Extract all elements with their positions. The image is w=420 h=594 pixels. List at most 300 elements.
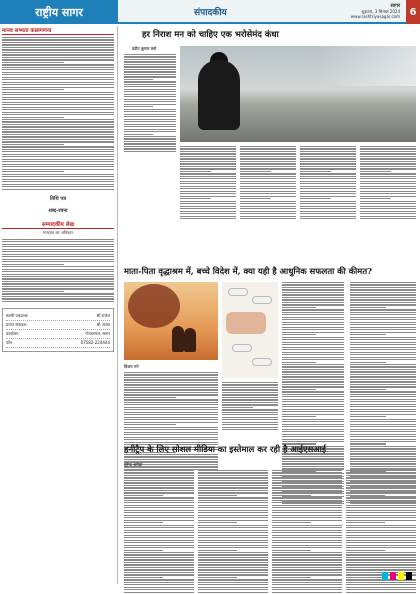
text-line	[222, 424, 278, 425]
editorial-text	[2, 239, 114, 302]
text-line	[2, 164, 114, 165]
text-line	[272, 525, 342, 526]
text-line	[2, 244, 114, 245]
text-line	[180, 178, 236, 179]
text-line	[198, 567, 268, 568]
text-line	[222, 412, 278, 413]
article-1-col-5	[360, 146, 416, 219]
text-line	[350, 347, 416, 348]
text-line	[300, 153, 356, 154]
text-line	[180, 213, 236, 214]
article-3-headline: हनीट्रैप के लिए सोशल मीडिया का इस्तेमाल कर रही है आईएसआई	[124, 444, 326, 454]
article-2-photo-pills	[222, 282, 278, 378]
text-line	[272, 545, 342, 546]
text-line	[198, 579, 268, 580]
text-line	[360, 186, 416, 187]
text-line	[282, 391, 344, 392]
text-line	[222, 429, 278, 430]
text-line	[346, 530, 416, 531]
text-line	[350, 458, 416, 459]
article-1-col-1	[124, 54, 176, 152]
text-line	[198, 502, 268, 503]
text-line	[350, 317, 416, 318]
text-line	[124, 487, 194, 488]
text-line	[282, 347, 344, 348]
text-line	[346, 540, 416, 541]
imprint-line: फोन 07582-224444	[6, 339, 110, 348]
text-line	[2, 186, 114, 187]
text-line	[360, 218, 416, 219]
text-line	[300, 146, 356, 147]
text-line	[124, 397, 176, 398]
text-line	[346, 550, 385, 551]
text-line	[2, 169, 114, 170]
text-line	[282, 401, 344, 402]
text-line	[240, 153, 296, 154]
text-line	[124, 564, 194, 565]
text-line	[272, 527, 342, 528]
left-column-text	[2, 37, 114, 190]
text-line	[240, 203, 296, 204]
photo-pill	[228, 288, 248, 296]
text-line	[360, 183, 416, 184]
text-line	[282, 376, 344, 377]
text-line	[2, 259, 114, 260]
text-line	[346, 522, 385, 523]
text-line	[272, 572, 342, 573]
text-line	[350, 466, 416, 467]
text-line	[222, 384, 278, 385]
text-line	[346, 577, 385, 578]
text-line	[240, 171, 271, 172]
text-line	[124, 81, 176, 82]
imprint-line: प्रधान संपादक श्री अजय	[6, 321, 110, 330]
text-line	[124, 136, 176, 137]
text-line	[300, 213, 356, 214]
text-line	[282, 409, 344, 410]
text-line	[282, 322, 344, 323]
text-line	[180, 218, 236, 219]
text-line	[2, 62, 64, 63]
text-line	[346, 520, 416, 521]
text-line	[240, 151, 296, 152]
text-line	[272, 502, 342, 503]
text-line	[2, 146, 114, 147]
text-line	[240, 183, 296, 184]
text-line	[282, 312, 344, 313]
text-line	[180, 168, 236, 169]
text-line	[282, 419, 344, 420]
text-line	[240, 166, 296, 167]
text-line	[2, 114, 114, 115]
text-line	[350, 371, 416, 372]
text-line	[350, 329, 416, 330]
photo-pill	[252, 296, 272, 304]
text-line	[282, 297, 344, 298]
text-line	[346, 505, 416, 506]
text-line	[282, 439, 344, 440]
text-line	[124, 96, 176, 97]
text-line	[350, 327, 416, 328]
text-line	[198, 592, 268, 593]
text-line	[360, 151, 416, 152]
text-line	[2, 264, 64, 265]
text-line	[272, 477, 342, 478]
text-line	[198, 507, 268, 508]
text-line	[282, 304, 344, 305]
text-line	[2, 79, 114, 80]
text-line	[180, 171, 211, 172]
text-line	[350, 332, 416, 333]
text-line	[180, 146, 236, 147]
text-line	[300, 178, 356, 179]
text-line	[198, 557, 268, 558]
text-line	[300, 161, 356, 162]
text-line	[350, 304, 416, 305]
text-line	[282, 366, 344, 367]
text-line	[350, 436, 416, 437]
text-line	[198, 550, 237, 551]
text-line	[272, 535, 342, 536]
text-line	[282, 414, 344, 415]
text-line	[198, 562, 268, 563]
text-line	[282, 324, 344, 325]
masthead-website: www.rashtriyasagar.com	[350, 13, 400, 19]
article-2-col-1	[124, 372, 218, 470]
text-line	[180, 201, 236, 202]
text-line	[180, 193, 236, 194]
text-line	[282, 334, 316, 335]
text-line	[198, 515, 268, 516]
text-line	[360, 163, 416, 164]
text-line	[198, 540, 268, 541]
text-line	[240, 213, 296, 214]
text-line	[124, 530, 194, 531]
text-line	[198, 477, 268, 478]
text-line	[350, 309, 416, 310]
article-1-col-4	[300, 146, 356, 219]
text-line	[272, 500, 342, 501]
text-line	[2, 159, 114, 160]
text-line	[2, 246, 114, 247]
text-line	[350, 389, 386, 390]
text-line	[350, 349, 416, 350]
text-line	[272, 592, 342, 593]
text-line	[300, 171, 331, 172]
text-line	[180, 186, 236, 187]
text-line	[124, 497, 194, 498]
text-line	[124, 126, 176, 127]
text-line	[222, 397, 278, 398]
text-line	[272, 554, 342, 555]
text-line	[2, 126, 114, 127]
text-line	[300, 173, 356, 174]
text-line	[346, 527, 416, 528]
text-line	[180, 208, 236, 209]
text-line	[180, 206, 236, 207]
text-line	[124, 442, 218, 443]
text-line	[2, 301, 114, 302]
text-line	[2, 296, 114, 297]
text-line	[198, 495, 237, 496]
text-line	[2, 249, 114, 250]
text-line	[350, 322, 416, 323]
imprint-line: स्वामी प्रकाशक श्री राजेश	[6, 312, 110, 321]
text-line	[198, 487, 268, 488]
text-line	[222, 407, 253, 408]
text-line	[2, 288, 114, 289]
text-line	[346, 592, 416, 593]
text-line	[198, 545, 268, 546]
text-line	[282, 399, 344, 400]
article-3-col-2	[198, 470, 268, 594]
text-line	[2, 141, 114, 142]
text-line	[124, 124, 176, 125]
text-line	[350, 369, 416, 370]
text-line	[2, 134, 114, 135]
text-line	[272, 564, 342, 565]
text-line	[124, 522, 163, 523]
text-line	[300, 168, 356, 169]
text-line	[124, 86, 176, 87]
article-2-photo-elderly-couple	[124, 282, 218, 360]
text-line	[360, 158, 416, 159]
text-line	[198, 480, 268, 481]
text-line	[350, 409, 416, 410]
text-line	[198, 569, 268, 570]
text-line	[198, 559, 268, 560]
text-line	[2, 54, 114, 55]
text-line	[350, 426, 416, 427]
text-line	[198, 527, 268, 528]
article-2-byline: विजय गर्ग	[124, 364, 139, 369]
text-line	[282, 404, 344, 405]
text-line	[272, 522, 311, 523]
text-line	[346, 475, 416, 476]
text-line	[350, 284, 416, 285]
text-line	[272, 492, 342, 493]
text-line	[300, 208, 356, 209]
photo-pill	[232, 344, 252, 352]
text-line	[124, 424, 176, 425]
text-line	[282, 369, 344, 370]
text-line	[272, 532, 342, 533]
text-line	[272, 485, 342, 486]
text-line	[300, 206, 356, 207]
text-line	[272, 537, 342, 538]
text-line	[124, 550, 163, 551]
text-line	[124, 74, 176, 75]
text-line	[282, 386, 344, 387]
text-line	[2, 109, 114, 110]
text-line	[2, 37, 114, 38]
text-line	[350, 411, 416, 412]
masthead-section-bar	[118, 0, 406, 24]
article-3-col-3	[272, 470, 342, 594]
text-line	[124, 502, 194, 503]
text-line	[272, 530, 342, 531]
cmyk-yellow	[398, 572, 404, 580]
text-line	[124, 389, 218, 390]
text-line	[198, 485, 268, 486]
text-line	[124, 116, 176, 117]
text-line	[350, 342, 416, 343]
text-line	[180, 183, 236, 184]
text-line	[124, 542, 194, 543]
text-line	[198, 517, 268, 518]
text-line	[282, 436, 344, 437]
text-line	[124, 138, 176, 139]
text-line	[350, 359, 416, 360]
text-line	[2, 286, 114, 287]
text-line	[180, 191, 236, 192]
text-line	[300, 201, 356, 202]
text-line	[360, 193, 416, 194]
text-line	[240, 191, 296, 192]
text-line	[300, 211, 356, 212]
text-line	[360, 171, 391, 172]
text-line	[124, 104, 176, 105]
text-line	[2, 254, 114, 255]
text-line	[272, 584, 342, 585]
text-line	[2, 77, 114, 78]
text-line	[350, 416, 386, 417]
text-line	[282, 352, 344, 353]
text-line	[198, 577, 237, 578]
text-line	[272, 540, 342, 541]
text-line	[240, 193, 296, 194]
text-line	[346, 542, 416, 543]
text-line	[2, 64, 114, 65]
text-line	[350, 441, 416, 442]
text-line	[198, 582, 268, 583]
text-line	[2, 161, 114, 162]
text-line	[124, 111, 176, 112]
text-line	[350, 386, 416, 387]
text-line	[198, 584, 268, 585]
text-line	[198, 525, 268, 526]
text-line	[180, 211, 236, 212]
text-line	[124, 429, 218, 430]
text-line	[124, 114, 176, 115]
text-line	[124, 515, 194, 516]
text-line	[346, 507, 416, 508]
text-line	[124, 66, 176, 67]
text-line	[2, 89, 64, 90]
text-line	[124, 377, 218, 378]
text-line	[124, 505, 194, 506]
photo-person-1	[172, 326, 184, 352]
text-line	[198, 542, 268, 543]
text-line	[2, 174, 114, 175]
text-line	[350, 424, 416, 425]
text-line	[180, 176, 236, 177]
text-line	[282, 289, 344, 290]
text-line	[124, 540, 194, 541]
text-line	[198, 472, 268, 473]
text-line	[2, 82, 114, 83]
text-line	[360, 208, 416, 209]
text-line	[124, 587, 194, 588]
text-line	[124, 402, 218, 403]
article-1-photo	[180, 46, 416, 142]
text-line	[282, 429, 344, 430]
text-line	[300, 158, 356, 159]
text-line	[272, 569, 342, 570]
text-line	[124, 547, 194, 548]
text-line	[222, 402, 278, 403]
text-line	[350, 294, 416, 295]
text-line	[282, 314, 344, 315]
text-line	[124, 517, 194, 518]
text-line	[2, 84, 114, 85]
text-line	[2, 92, 114, 93]
text-line	[124, 537, 194, 538]
text-line	[198, 587, 268, 588]
text-line	[124, 432, 218, 433]
text-line	[124, 525, 194, 526]
text-line	[198, 490, 268, 491]
text-line	[272, 520, 342, 521]
masthead-dateline-block	[351, 4, 400, 19]
text-line	[272, 559, 342, 560]
text-line	[282, 309, 344, 310]
text-line	[240, 148, 296, 149]
text-line	[2, 251, 114, 252]
text-line	[2, 189, 114, 190]
text-line	[272, 515, 342, 516]
text-line	[272, 582, 342, 583]
text-line	[124, 84, 176, 85]
text-line	[282, 302, 344, 303]
text-line	[282, 379, 344, 380]
text-line	[240, 188, 296, 189]
text-line	[222, 414, 278, 415]
text-line	[350, 312, 416, 313]
text-line	[360, 148, 416, 149]
text-line	[240, 201, 296, 202]
text-line	[198, 482, 268, 483]
text-line	[124, 545, 194, 546]
text-line	[240, 211, 296, 212]
text-line	[198, 530, 268, 531]
article-1-col-3	[240, 146, 296, 219]
text-line	[346, 582, 416, 583]
text-line	[198, 470, 268, 471]
text-line	[222, 427, 278, 428]
text-line	[282, 421, 344, 422]
text-line	[124, 94, 176, 95]
text-line	[350, 344, 416, 345]
text-line	[124, 54, 176, 55]
text-line	[124, 422, 218, 423]
text-line	[124, 141, 176, 142]
text-line	[272, 550, 311, 551]
text-line	[124, 482, 194, 483]
text-line	[350, 381, 416, 382]
text-line	[222, 399, 278, 400]
text-line	[2, 276, 114, 277]
text-line	[300, 163, 356, 164]
section-title: संपादकीय	[194, 7, 227, 18]
text-line	[282, 292, 344, 293]
text-line	[2, 131, 114, 132]
text-line	[124, 394, 218, 395]
text-line	[350, 399, 416, 400]
article-1	[124, 28, 416, 260]
text-line	[240, 216, 296, 217]
text-line	[124, 134, 153, 135]
